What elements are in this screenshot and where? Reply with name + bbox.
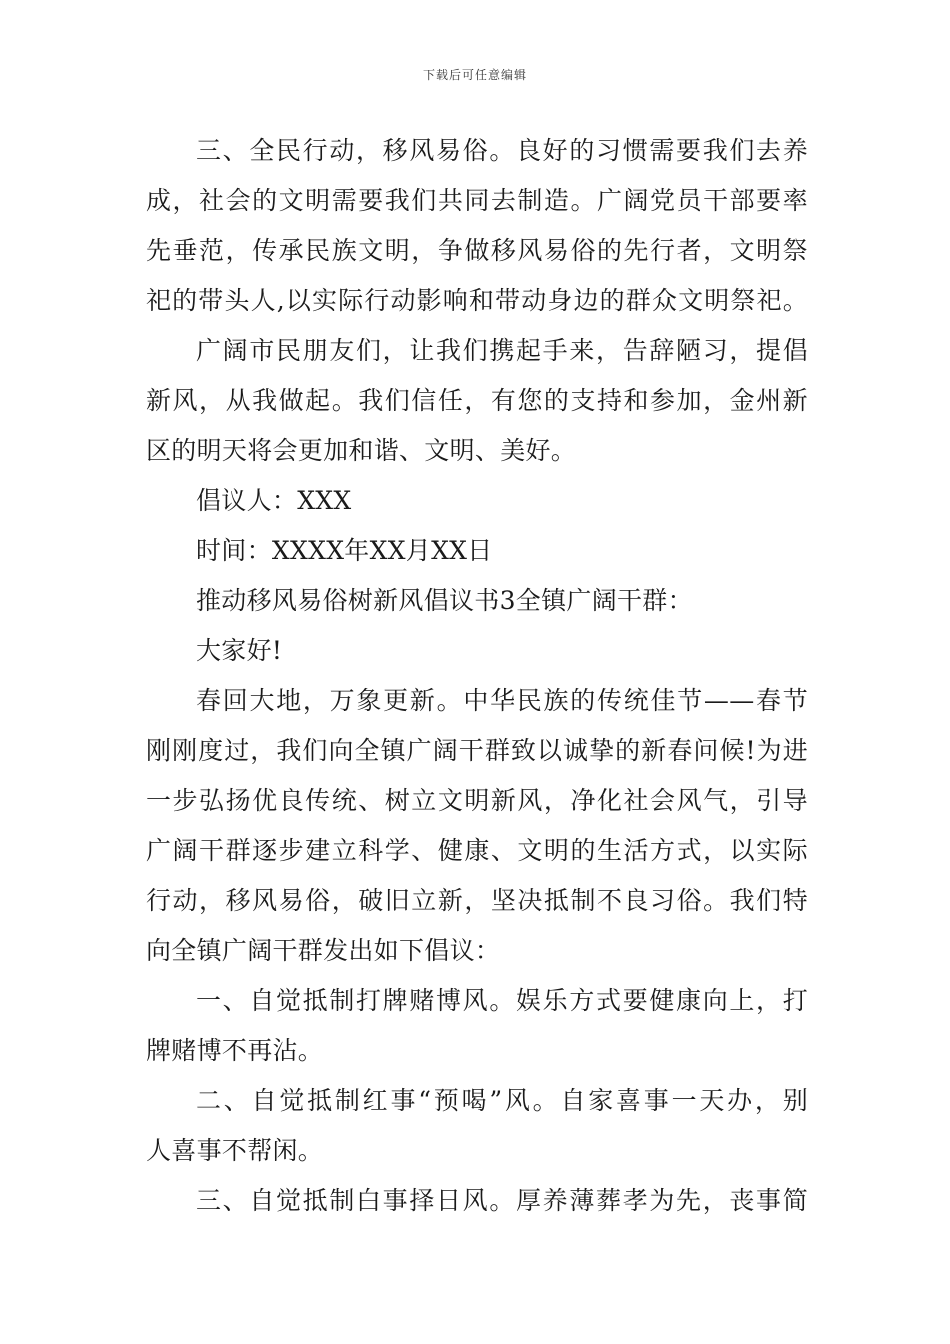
text-line: 二、自觉抵制红事“预喝”风。自家喜事一天办，别 [196, 1086, 808, 1115]
text-line: 人喜事不帮闲。 [146, 1136, 324, 1165]
greeting-line: 大家好! [196, 636, 283, 665]
text-line: 向全镇广阔干群发出如下倡议： [146, 936, 501, 965]
text-line: 区的明天将会更加和谐、文明、美好。 [146, 436, 577, 465]
text-line: 春回大地，万象更新。中华民族的传统佳节——春节 [196, 686, 808, 715]
text-line: 刚刚度过，我们向全镇广阔干群致以诚挚的新春问候!为进 [146, 736, 808, 765]
text-line: 广阔市民朋友们，让我们携起手来，告辞陋习，提倡 [196, 336, 808, 365]
initiator-line: 倡议人：XXX [196, 486, 352, 515]
text-line: 牌赌博不再沾。 [146, 1036, 324, 1065]
text-line: 一、自觉抵制打牌赌博风。娱乐方式要健康向上，打 [196, 986, 808, 1015]
date-line: 时间：XXXX年XX月XX日 [196, 536, 493, 565]
text-line: 祀的带头人,以实际行动影响和带动身边的群众文明祭祀。 [146, 286, 808, 315]
text-line: 新风，从我做起。我们信任，有您的支持和参加，金州新 [146, 386, 808, 415]
text-line: 三、全民行动，移风易俗。良好的习惯需要我们去养 [196, 136, 808, 165]
text-line: 先垂范，传承民族文明，争做移风易俗的先行者，文明祭 [146, 236, 808, 265]
page-header-note: 下载后可任意编辑 [422, 68, 527, 82]
document-body [146, 126, 808, 1226]
text-line: 广阔干群逐步建立科学、健康、文明的生活方式，以实际 [146, 836, 808, 865]
section-title-line: 推动移风易俗树新风倡议书3全镇广阔干群： [196, 586, 693, 615]
text-line: 三、自觉抵制白事择日风。厚养薄葬孝为先，丧事简 [196, 1186, 808, 1215]
text-line: 一步弘扬优良传统、树立文明新风，净化社会风气，引导 [146, 786, 808, 815]
text-line: 行动，移风易俗，破旧立新，坚决抵制不良习俗。我们特 [146, 886, 808, 915]
text-line: 成，社会的文明需要我们共同去制造。广阔党员干部要率 [146, 186, 808, 215]
